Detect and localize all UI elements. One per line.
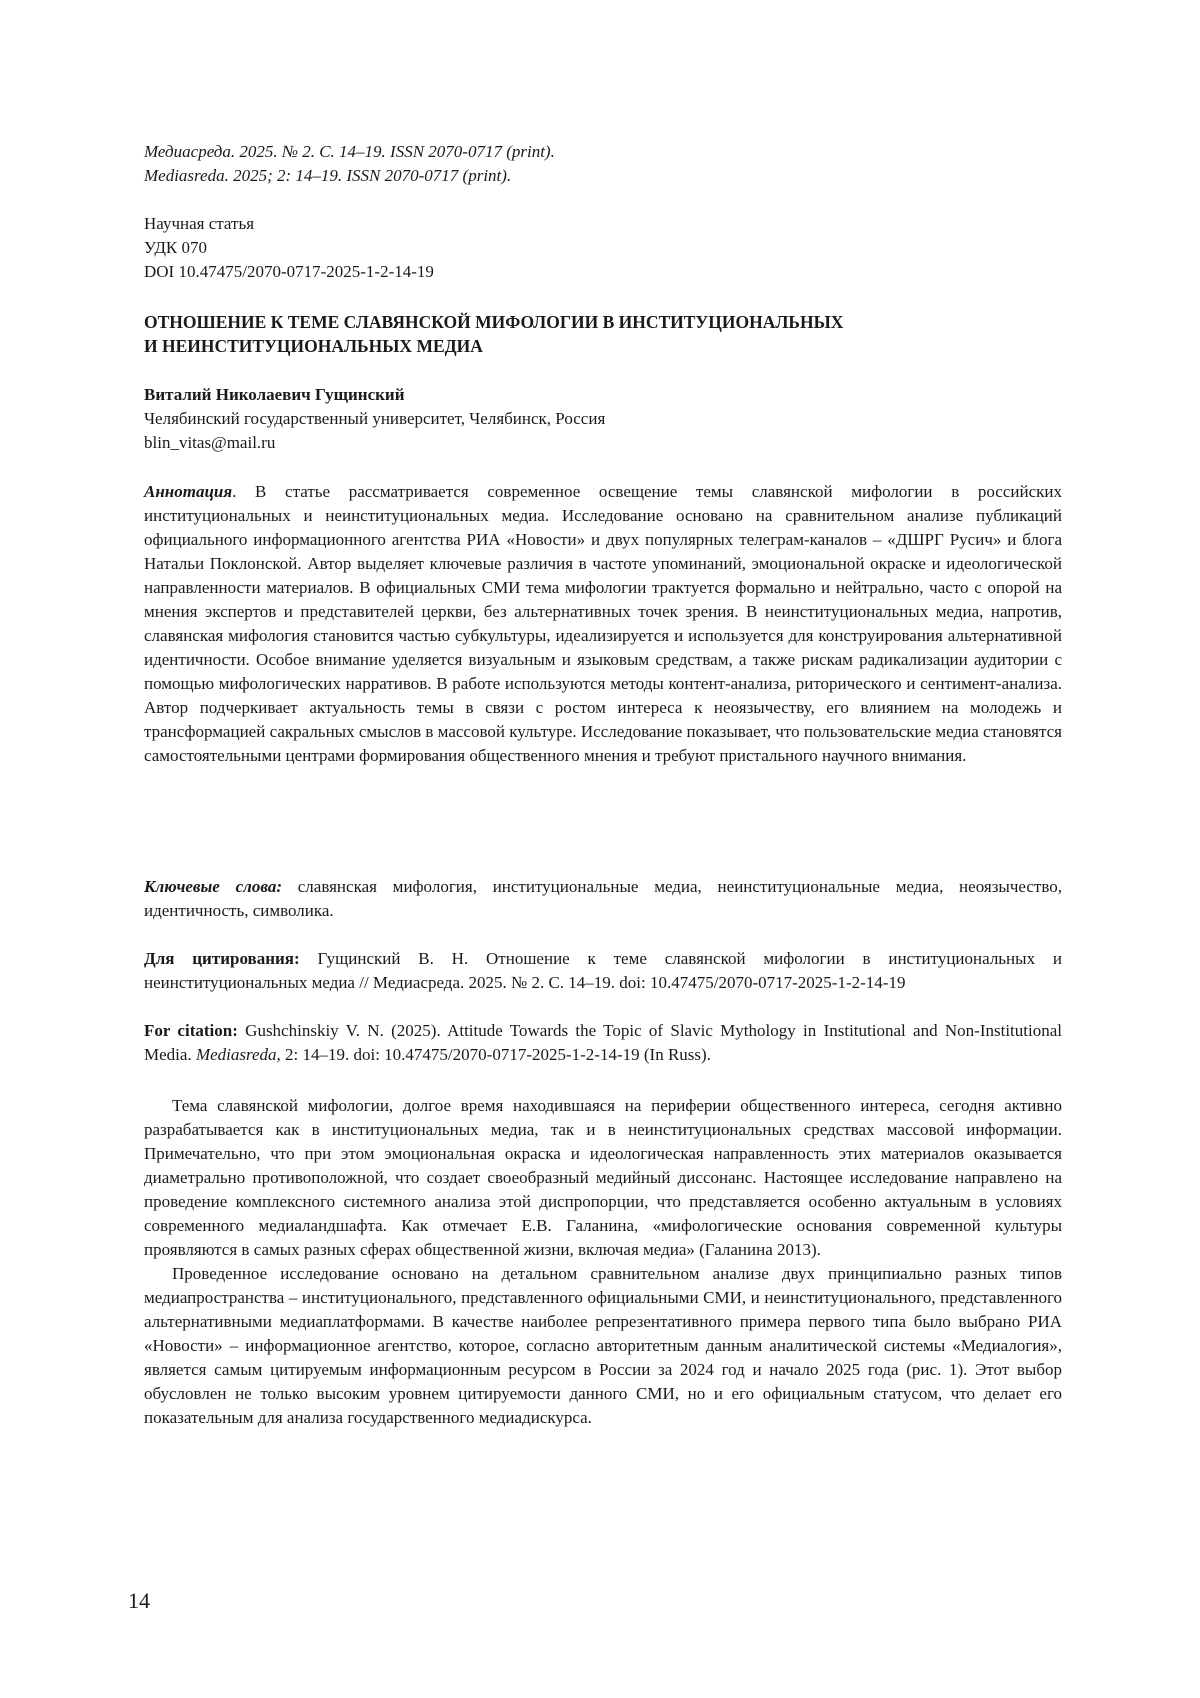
abstract-text: . В статье рассматривается современное освещение темы славянской мифологии в российских институциональных и неинституциональных медиа. Исследование основано на сравнительном анализе публикаций официального информационного агентства РИА «Новости» и двух популярных телеграм-каналов – «ДШРГ Русич» и блога Натальи Поклонской. Автор выделяет ключевые различия в частоте упоминаний, эмоциональной окраске и идеологической направленности материалов. В официальных СМИ тема мифологии трактуется формально и нейтрально, часто с опорой на мнения экспертов и представителей церкви, без альтернативных точек зрения. В неинституциональных медиа, напротив, славянская мифология становится частью субкультуры, идеализируется и используется для конструирования альтернативной идентичности. Особое внимание уделяется визуальным и языковым средствам, а также рискам радикализации аудитории с помощью мифологических нарративов. В работе используются методы контент-анализа, риторического и сентимент-анализа. Автор подчеркивает актуальность темы в связи с ростом интереса к неоязычеству, его влиянием на молодежь и трансформацией сакральных смыслов в массовой культуре. Исследование показывает, что пользовательские медиа становятся самостоятельными центрами формирования общественного мнения и требуют пристального научного внимания. bbox=[144, 482, 1062, 765]
page-number: 14 bbox=[128, 1588, 150, 1613]
citation-ru bbox=[144, 947, 1062, 995]
keywords bbox=[144, 875, 1062, 923]
keywords-text: славянская мифология, институциональные медиа, неинституциональные медиа, неоязычество, идентичность, символика. bbox=[144, 877, 1062, 920]
body-paragraph-2: Проведенное исследование основано на детальном сравнительном анализе двух принципиально разных типов медиапространства – институционального, представленного официальными СМИ, и неинституционального, представленного альтернативными медиаплатформами. В качестве наиболее репрезентативного примера первого типа было выбрано РИА «Новости» – информационное агентство, которое, согласно авторитетным данным аналитической системы «Медиалогия», является самым цитируемым информационным ресурсом в России за 2024 год и начало 2025 года (рис. 1). Этот выбор обусловлен не только высоким уровнем цитируемости данного СМИ, но и его официальным статусом, что делает его показательным для анализа государственного медиадискурса. bbox=[144, 1264, 1062, 1427]
journal-header bbox=[144, 140, 1062, 188]
abstract-label: Аннотация bbox=[144, 482, 233, 501]
citation-ru-label: Для цитирования: bbox=[144, 949, 300, 968]
citation-en-text-a: Gushchinskiy V. N. (2025). Attitude Towards the Topic of Slavic Mythology in Institutional and Non-Institutional Media. bbox=[144, 1021, 1062, 1064]
journal-line-en: Mediasreda. 2025; 2: 14–19. ISSN 2070-0717 (print). bbox=[144, 166, 512, 185]
author-block bbox=[144, 383, 1062, 455]
citation-en-label: For citation: bbox=[144, 1021, 238, 1040]
article-body bbox=[144, 1094, 1062, 1430]
citation-en bbox=[144, 1019, 1062, 1067]
body-paragraph-1: Тема славянской мифологии, долгое время находившаяся на периферии общественного интереса, сегодня активно разрабатывается как в институциональных медиа, так и в неинституциональных средствах массовой информации. Примечательно, что при этом эмоциональная окраска и идеологическая направленность этих материалов оказывается диаметрально противоположной, что создает своеобразный медийный диссонанс. Настоящее исследование направлено на проведение комплексного системного анализа этой диспропорции, что представляется особенно актуальным в условиях современного медиаландшафта. Как отмечает Е.В. Галанина, «мифологические основания современной культуры проявляются в самых разных сферах общественной жизни, включая медиа» (Галанина 2013). bbox=[144, 1096, 1062, 1259]
article-type: Научная статья bbox=[144, 214, 255, 233]
journal-line-ru: Медиасреда. 2025. № 2. С. 14–19. ISSN 2070-0717 (print). bbox=[144, 142, 555, 161]
citation-en-text-b: , 2: 14–19. doi: 10.47475/2070-0717-2025-1-2-14-19 (In Russ). bbox=[276, 1045, 711, 1064]
article-meta bbox=[144, 212, 1062, 284]
doi: DOI 10.47475/2070-0717-2025-1-2-14-19 bbox=[144, 262, 434, 281]
author-affiliation: Челябинский государственный университет, Челябинск, Россия bbox=[144, 409, 606, 428]
citation-ru-text: Гущинский В. Н. Отношение к теме славянской мифологии в институциональных и неинституциональных медиа // Медиасреда. 2025. № 2. С. 14–19. doi: 10.47475/2070-0717-2025-1-2-14-19 bbox=[144, 949, 1062, 992]
abstract bbox=[144, 480, 1062, 768]
udk-code: УДК 070 bbox=[144, 238, 208, 257]
citation-en-journal: Mediasreda bbox=[195, 1045, 277, 1064]
title-line-1: ОТНОШЕНИЕ К ТЕМЕ СЛАВЯНСКОЙ МИФОЛОГИИ В ИНСТИТУЦИОНАЛЬНЫХ bbox=[144, 312, 844, 332]
title-line-2: И НЕИНСТИТУЦИОНАЛЬНЫХ МЕДИА bbox=[144, 336, 483, 356]
author-email[interactable]: blin_vitas@mail.ru bbox=[144, 433, 276, 452]
article-title bbox=[144, 310, 1062, 358]
keywords-label: Ключевые слова: bbox=[144, 877, 282, 896]
author-name: Виталий Николаевич Гущинский bbox=[144, 385, 405, 404]
